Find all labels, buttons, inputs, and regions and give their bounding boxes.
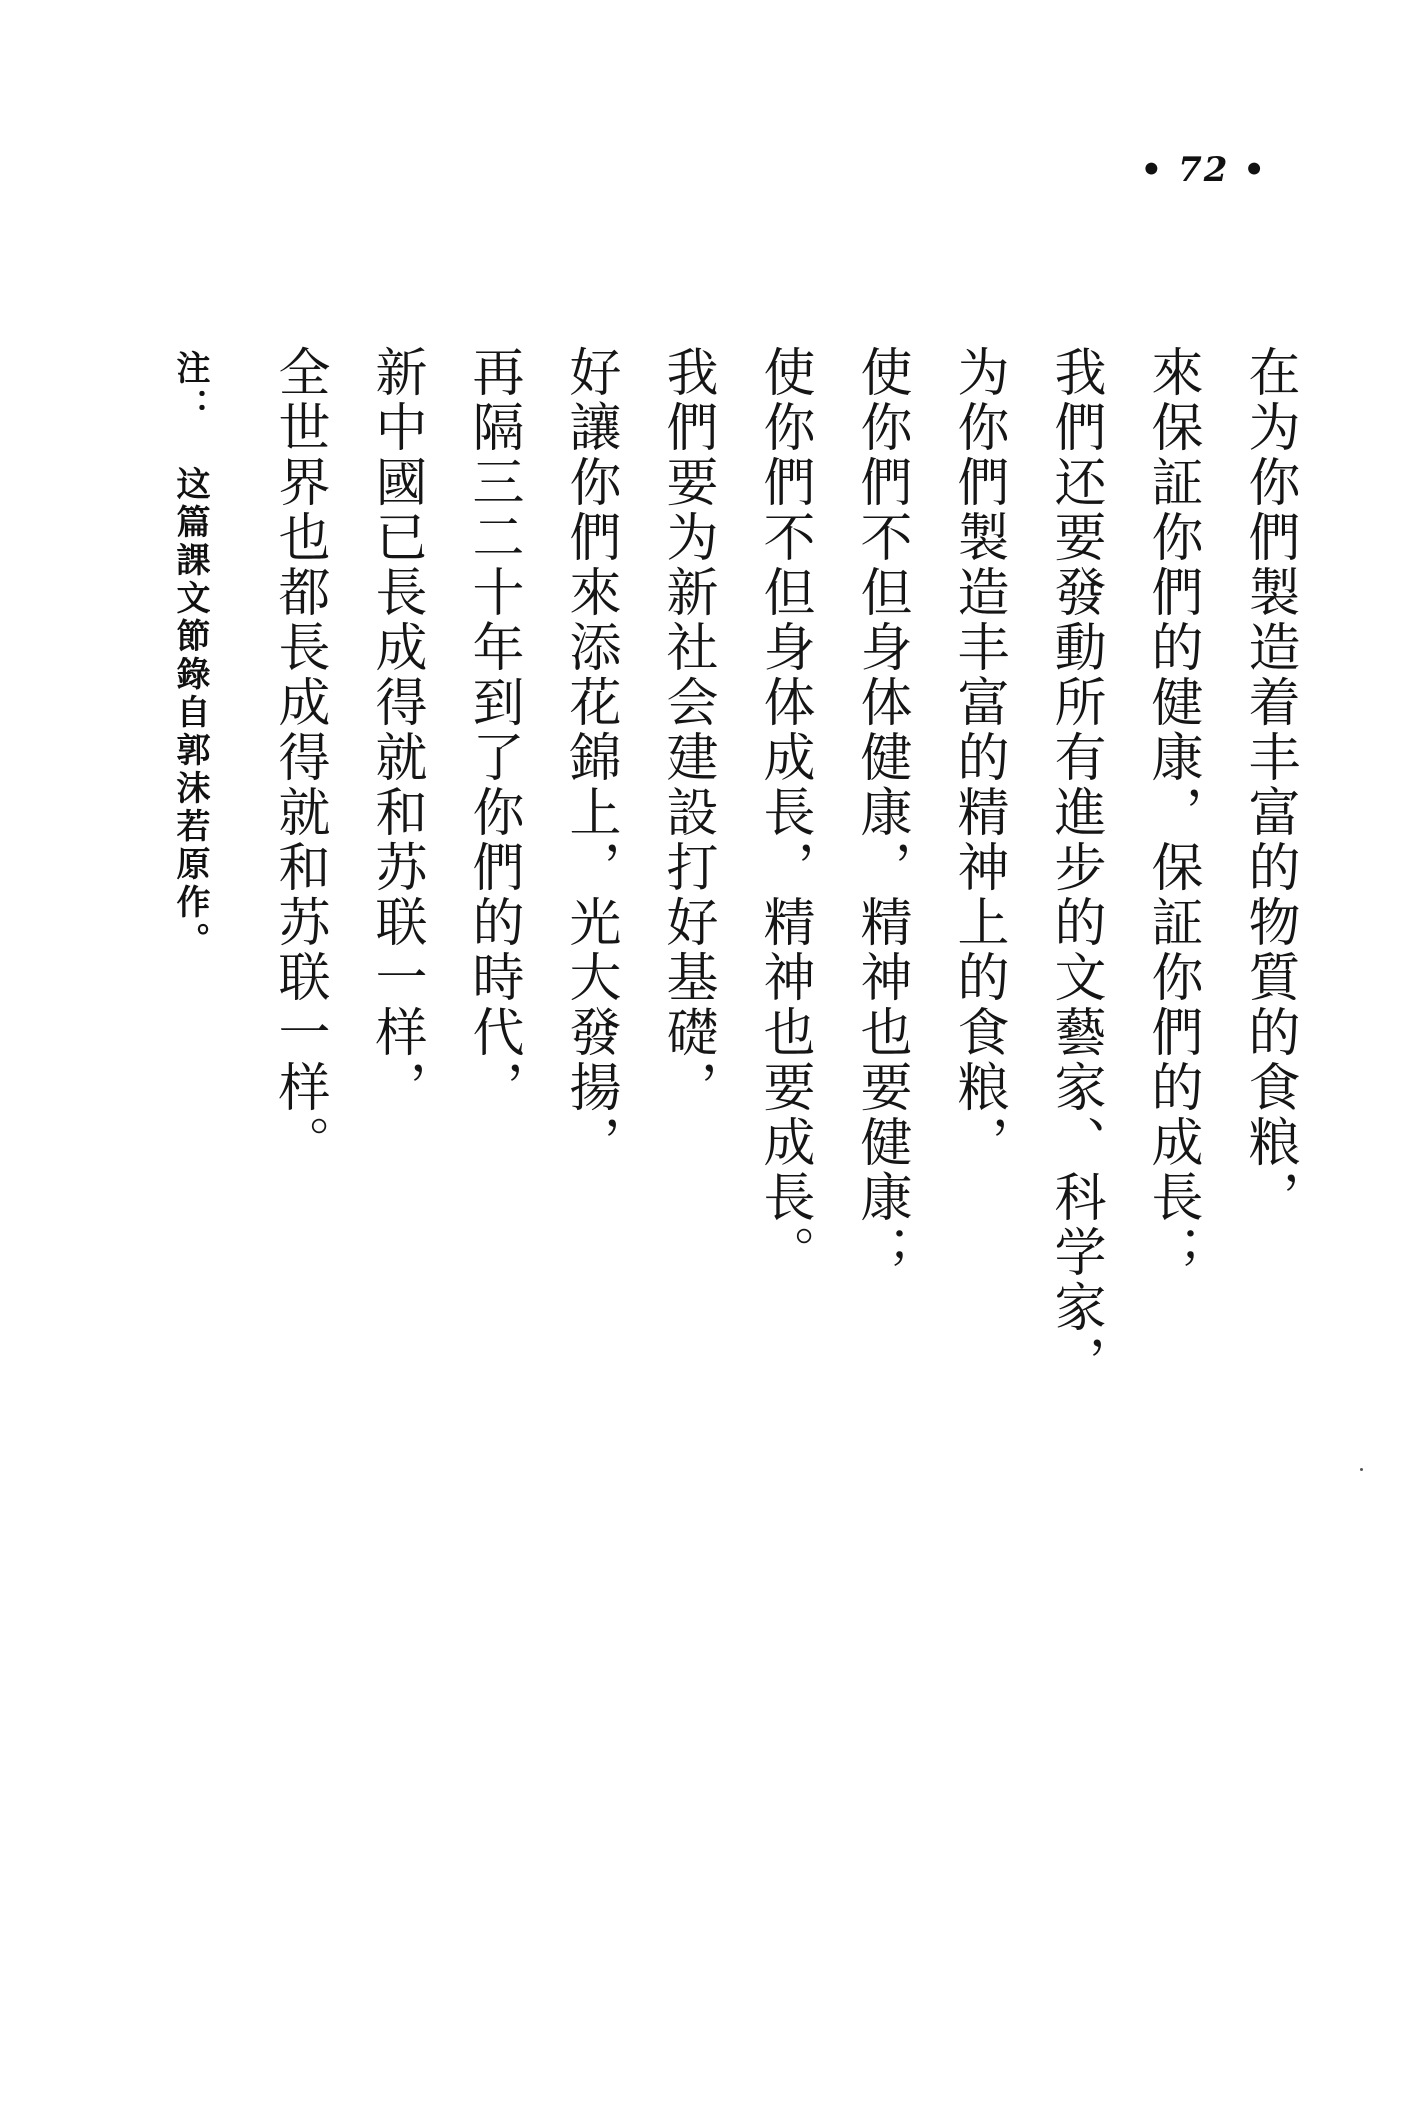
poem-line-4: 为你們製造丰富的精神上的食粮， [948, 345, 1008, 1170]
page-number: • 72 • [1140, 150, 1267, 190]
footnote-label: 注： [170, 350, 210, 426]
poem-line-9: 再隔三二十年到了你們的時代， [463, 345, 523, 1115]
print-speck [1360, 1468, 1363, 1471]
footnote-text: 这篇課文節錄自郭沫若原作。 [170, 466, 210, 960]
poem-line-1: 在为你們製造着丰富的物質的食粮， [1239, 345, 1299, 1225]
poem-line-2: 來保証你們的健康，保証你們的成長； [1142, 345, 1202, 1280]
poem-line-11: 全世界也都長成得就和苏联一样。 [269, 345, 329, 1170]
poem-line-5: 使你們不但身体健康，精神也要健康； [851, 345, 911, 1280]
poem-line-8: 好讓你們來添花錦上，光大發揚， [560, 345, 620, 1170]
poem-line-3: 我們还要發動所有進步的文藝家、科学家， [1045, 345, 1105, 1390]
poem-text [250, 345, 1317, 1675]
footnote [170, 350, 210, 960]
poem-line-10: 新中國已長成得就和苏联一样， [366, 345, 426, 1115]
poem-line-6: 使你們不但身体成長，精神也要成長。 [754, 345, 814, 1280]
poem-line-7: 我們要为新社会建設打好基礎， [657, 345, 717, 1115]
